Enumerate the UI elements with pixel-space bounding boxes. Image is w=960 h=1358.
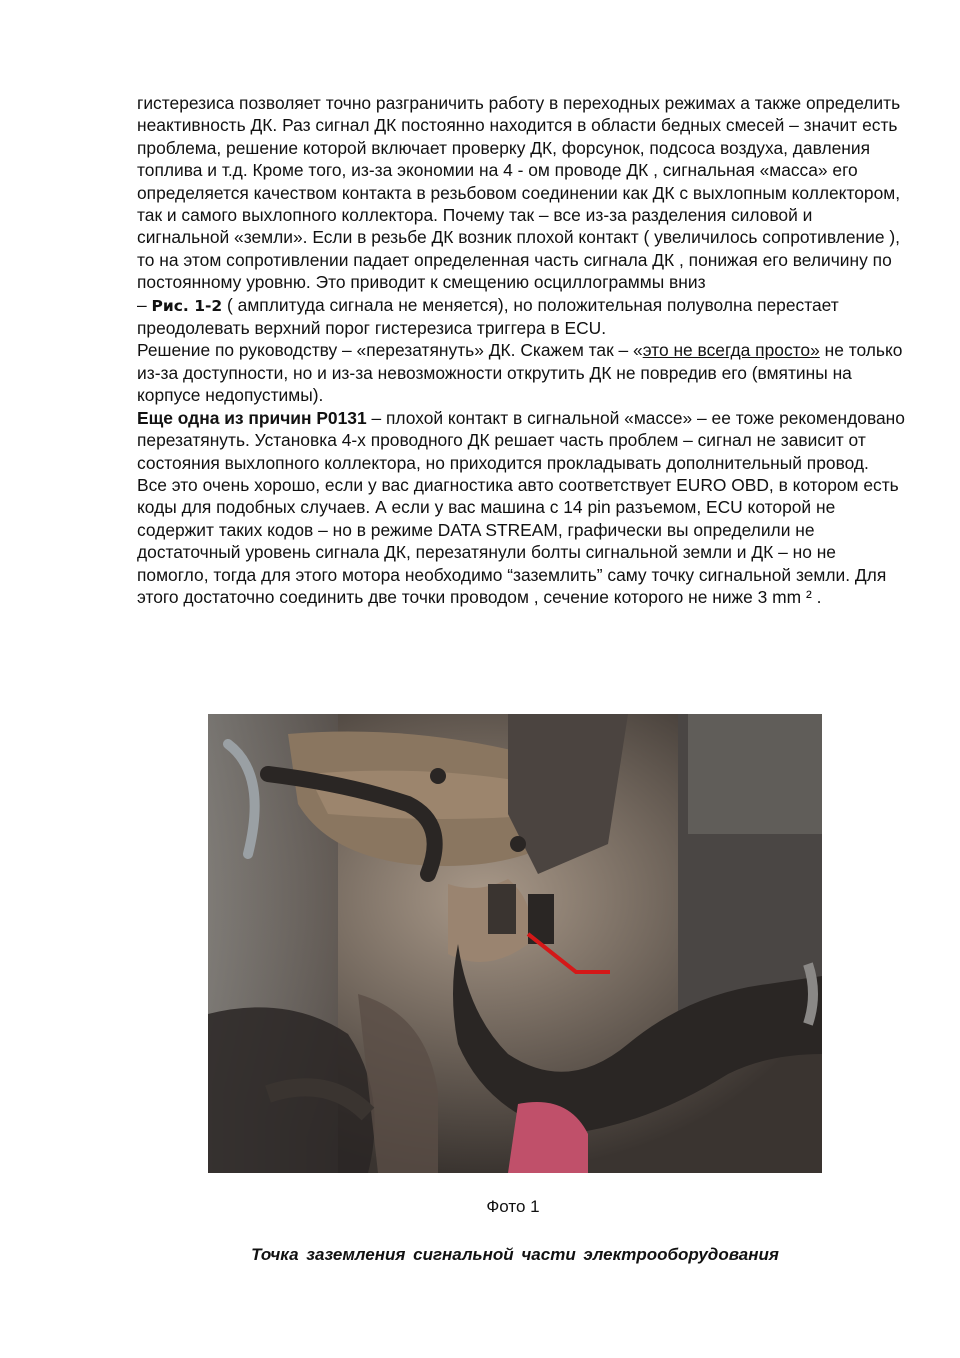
figure-reference: Рис. 1-2 [151, 296, 223, 315]
paragraph-4 [137, 407, 907, 474]
underlined-phrase: это не всегда просто» [642, 340, 820, 361]
paragraph-5 [137, 474, 907, 608]
paragraph-1 [137, 92, 907, 294]
paragraph-5-text: Все это очень хорошо, если у вас диагностика авто соответствует EURO OBD, в котором есть коды для подобных случаев. А если у вас машина с 14 pin разъемом, ECU которой не содержит таких кодов – но в режиме DATA STREAM, графически вы определили не достаточный уровень сигнала ДК, перезатянули болты сигнальной земли и ДК – но не помогло, тогда для этого мотора необходимо “заземлить” саму точку сигнальной земли. Для этого достаточно соединить две точки проводом , сечение которого не ниже 3 mm ² . [137, 474, 899, 607]
paragraph-2-dash: – [137, 294, 152, 315]
body-text [137, 92, 907, 608]
paragraph-1-text: гистерезиса позволяет точно разграничить работу в переходных режимах а также определить неактивность ДК. Раз сигнал ДК постоянно находится в области бедных смесей – значит есть проблема, решение которой включает проверку ДК, форсунок, подсоса воздуха, давления топлива и т.д. Кроме того, из-за экономии на 4 - ом проводе ДК , сигнальная «масса» его определяется качеством контакта в резьбовом соединении как ДК с выхлопным коллектором, так и самого выхлопного коллектора. Почему так – все из-за разделения силовой и сигнальной «земли». Если в резьбе ДК возник плохой контакт ( увеличилось сопротивление ), то на этом сопротивлении падает определенная часть сигнала ДК , понижая его величину по постоянному уровню. Это приводит к смещению осциллограммы вниз [137, 93, 901, 293]
engine-bay-photo [208, 714, 822, 1173]
paragraph-3-end: не только из-за доступности, но и из-за невозможности открутить ДК не повредив его (вмятины на корпусе недопустимы). [137, 340, 903, 406]
photo-caption: Фото 1 [486, 1197, 540, 1216]
paragraph-3-start: Решение по руководству – «перезатянуть» ДК. Скажем так – « [137, 340, 643, 361]
paragraph-2 [137, 294, 907, 340]
paragraph-2-text: ( амплитуда сигнала не меняется), но положительная полуволна перестает преодолевать верхний порог гистерезиса триггера в ECU. [137, 294, 839, 339]
paragraph-4-bold-lead: Еще одна из причин Р0131 [137, 407, 367, 428]
paragraph-4-text: – плохой контакт в сигнальной «массе» – ее тоже рекомендовано перезатянуть. Установка 4-х проводного ДК решает часть проблем – сигнал не зависит от состояния выхлопного коллектора, но приходится прокладывать дополнительный провод. [137, 407, 905, 473]
photo-subcaption: Точка заземления сигнальной части электрооборудования [251, 1245, 779, 1264]
paragraph-3 [137, 339, 907, 406]
engine-bay-illustration [208, 714, 822, 1173]
